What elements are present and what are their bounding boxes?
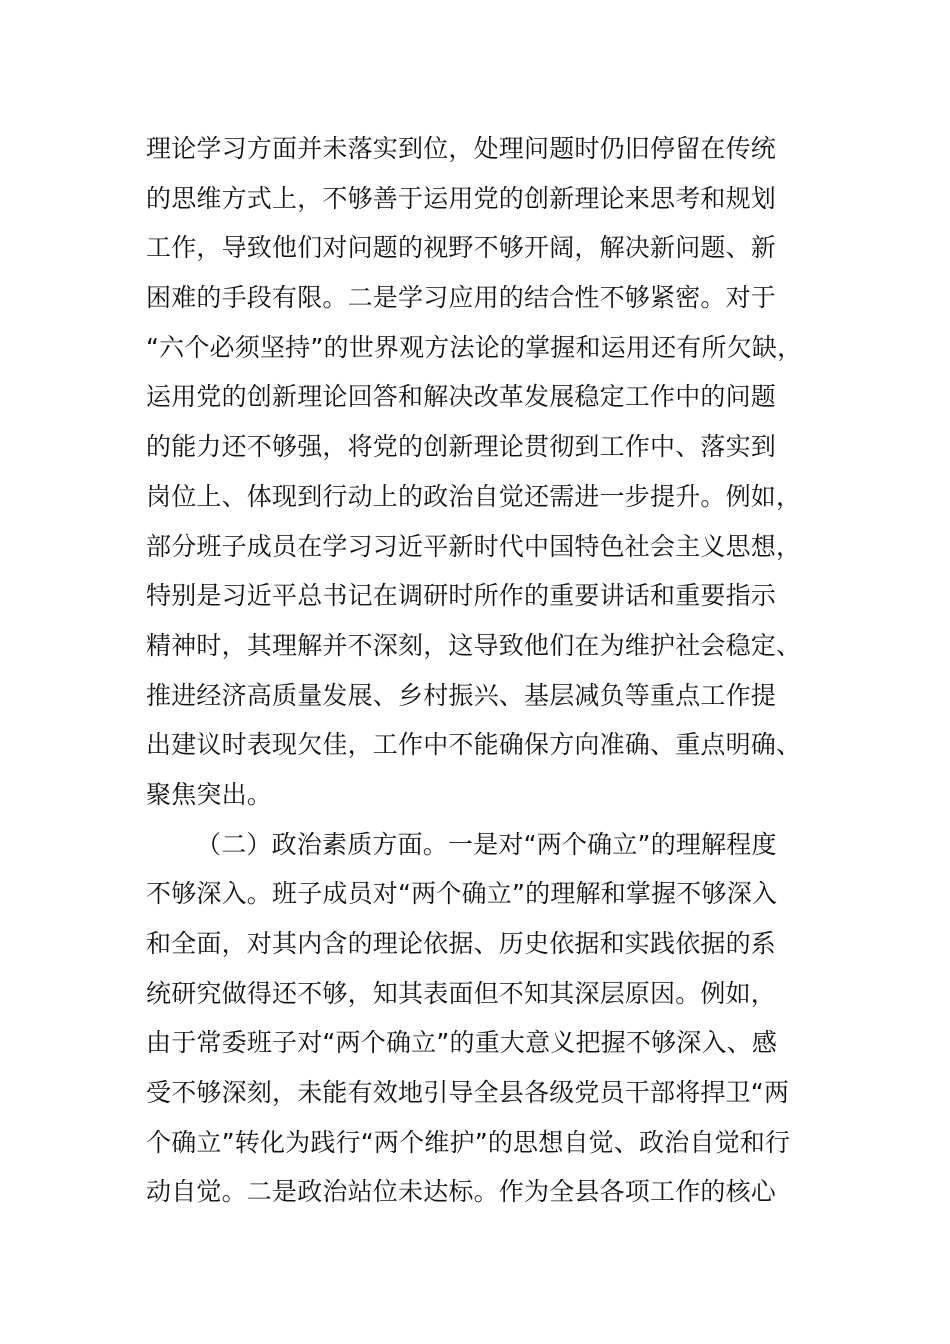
text-line: 和全面，对其内含的理论依据、历史依据和实践依据的系: [146, 929, 777, 958]
text-line: 推进经济高质量发展、乡村振兴、基层减负等重点工作提: [146, 680, 777, 710]
text-line: “六个必须坚持”的世界观方法论的掌握和运用还有所欠缺，: [146, 332, 803, 362]
text-line: 的能力还不够强，将党的创新理论贯彻到工作中、落实到: [146, 432, 777, 462]
text-line: 工作，导致他们对问题的视野不够开阔，解决新问题、新: [146, 233, 777, 263]
section-heading-line: （二）政治素质方面。一是对“两个确立”的理解程度: [196, 829, 777, 859]
text-line: 动自觉。二是政治站位未达标。作为全县各项工作的核心: [146, 1177, 777, 1207]
text-line: 的思维方式上，不够善于运用党的创新理论来思考和规划: [146, 183, 777, 213]
text-line: 特别是习近平总书记在调研时所作的重要讲话和重要指示: [146, 581, 777, 611]
text-line: 精神时，其理解并不深刻，这导致他们在为维护社会稳定、: [146, 630, 802, 660]
text-line: 出建议时表现欠佳，工作中不能确保方向准确、重点明确、: [146, 730, 802, 760]
text-line: 运用党的创新理论回答和解决改革发展稳定工作中的问题: [146, 382, 777, 412]
text-line: 理论学习方面并未落实到位，处理问题时仍旧停留在传统: [146, 134, 777, 163]
text-line: 由于常委班子对“两个确立”的重大意义把握不够深入、感: [146, 1028, 778, 1058]
text-line: 个确立”转化为践行“两个维护”的思想自觉、政治自觉和行: [146, 1127, 791, 1157]
text-line: 统研究做得还不够，知其表面但不知其深层原因。例如，: [146, 978, 777, 1008]
text-line: 受不够深刻，未能有效地引导全县各级党员干部将捍卫“两: [146, 1078, 790, 1108]
text-line: 部分班子成员在学习习近平新时代中国特色社会主义思想，: [146, 531, 802, 561]
text-line: 困难的手段有限。二是学习应用的结合性不够紧密。对于: [146, 283, 777, 313]
text-line: 不够深入。班子成员对“两个确立”的理解和掌握不够深入: [146, 879, 778, 909]
body-text: [146, 124, 826, 1217]
text-line: 聚焦突出。: [146, 779, 273, 809]
text-line: 岗位上、体现到行动上的政治自觉还需进一步提升。例如，: [146, 481, 802, 511]
